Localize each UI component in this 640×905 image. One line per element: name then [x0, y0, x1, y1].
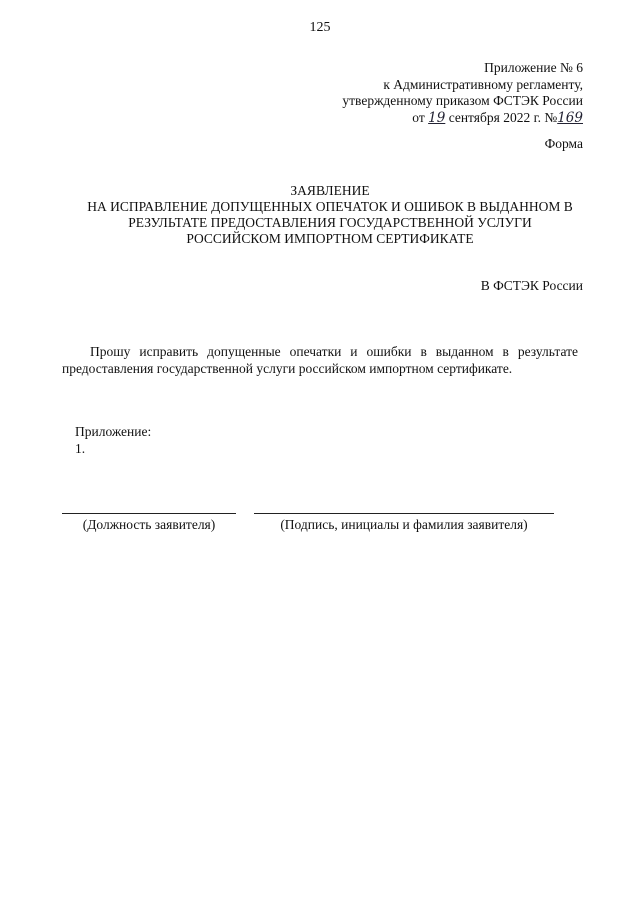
- title-line: ЗАЯВЛЕНИЕ: [290, 183, 370, 198]
- handwritten-number: 169: [557, 109, 583, 126]
- order-reference: утвержденному приказом ФСТЭК России: [342, 93, 583, 108]
- signature-caption: (Подпись, инициалы и фамилия заявителя): [280, 517, 528, 532]
- position-caption: (Должность заявителя): [82, 517, 216, 532]
- attachment-label: Приложение:: [75, 424, 152, 439]
- document-title: [40, 183, 620, 247]
- title-line: РОССИЙСКОМ ИМПОРТНОМ СЕРТИФИКАТЕ: [186, 231, 474, 246]
- position-line: [62, 513, 236, 514]
- title-line: РЕЗУЛЬТАТЕ ПРЕДОСТАВЛЕНИЯ ГОСУДАРСТВЕННОЙ УСЛУГИ: [128, 215, 532, 230]
- attachments: [75, 423, 151, 457]
- order-date: от 19 сентября 2022 г. №169: [412, 109, 583, 126]
- document-header: [342, 60, 583, 126]
- addressee: В ФСТЭК России: [480, 278, 583, 293]
- signature-line: [254, 513, 554, 514]
- attachment-item: 1.: [75, 441, 86, 456]
- request-body: [62, 343, 578, 377]
- appendix-number: Приложение № 6: [484, 60, 583, 75]
- page-number: 125: [309, 20, 331, 35]
- regulation-reference: к Административному регламенту,: [383, 76, 583, 92]
- body-line: Прошу исправить допущенные опечатки и ошибки в выданном в результате: [90, 344, 578, 359]
- handwritten-day: 19: [428, 109, 446, 126]
- body-line: предоставления государственной услуги российском импортном сертификате.: [62, 361, 513, 376]
- title-line: НА ИСПРАВЛЕНИЕ ДОПУЩЕННЫХ ОПЕЧАТОК И ОШИБОК В ВЫДАННОМ В: [87, 199, 573, 214]
- form-label: Форма: [544, 136, 583, 151]
